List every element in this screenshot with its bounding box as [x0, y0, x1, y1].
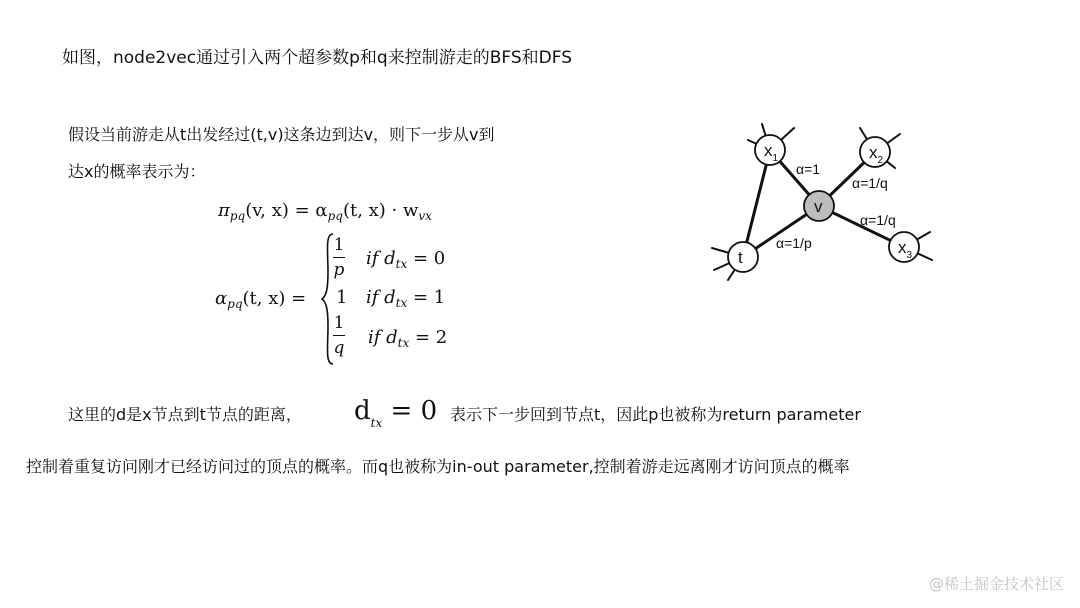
svg-text:x2: $x_2$ — [869, 143, 884, 166]
svg-text:x3: $x_3$ — [898, 238, 913, 261]
watermark: @稀土掘金技术社区 — [928, 575, 1064, 593]
case2-value: 1 — [336, 287, 348, 308]
edge-label-x3-v: α=1/q — [860, 212, 896, 228]
assumption-line-1: 假设当前游走从t出发经过(t,v)这条边到达v，则下一步从v到 — [68, 125, 495, 144]
svg-text:v: v — [814, 197, 823, 216]
distance-suffix: 表示下一步回到节点t，因此p也被称为return parameter — [450, 405, 861, 424]
edge-label-t-v: α=1/p — [776, 235, 812, 251]
edge-label-x2-v: α=1/q — [852, 175, 888, 191]
svg-text:x1: $x_1$ — [764, 141, 779, 164]
intro-text: 如图，node2vec通过引入两个超参数p和q来控制游走的BFS和DFS — [62, 48, 572, 68]
case1-condition: if $d_{tx} = 0$ — [366, 248, 446, 271]
case2-condition: if $d_{tx} = 1$ — [366, 287, 446, 310]
pi-formula: $\pi_{pq}(v$, $x) = \alpha_{pq}(t$, $x) \cdot w_{vx}$ — [218, 200, 432, 223]
node2vec-graph — [700, 110, 950, 290]
control-line: 控制着重复访问刚才已经访问过的顶点的概率。而q也被称为in-out parameter,控制着游走远离刚才访问顶点的概率 — [26, 457, 850, 476]
distance-prefix: 这里的d是x节点到t节点的距离， — [68, 405, 302, 424]
dtx-equation: $d_{tx} = 0$ — [354, 396, 438, 430]
svg-text:t: t — [738, 248, 743, 267]
edge-label-x1-v: α=1 — [796, 161, 821, 177]
node-t — [728, 242, 758, 272]
alpha-lhs: $\alpha_{pq}(t$, x) = — [215, 288, 307, 311]
case3-fraction: 1 q — [333, 313, 345, 359]
case1-fraction: 1 p — [333, 235, 345, 281]
assumption-line-2: 达x的概率表示为： — [68, 162, 206, 181]
case3-condition: if $d_{tx} = 2$ — [368, 327, 448, 350]
